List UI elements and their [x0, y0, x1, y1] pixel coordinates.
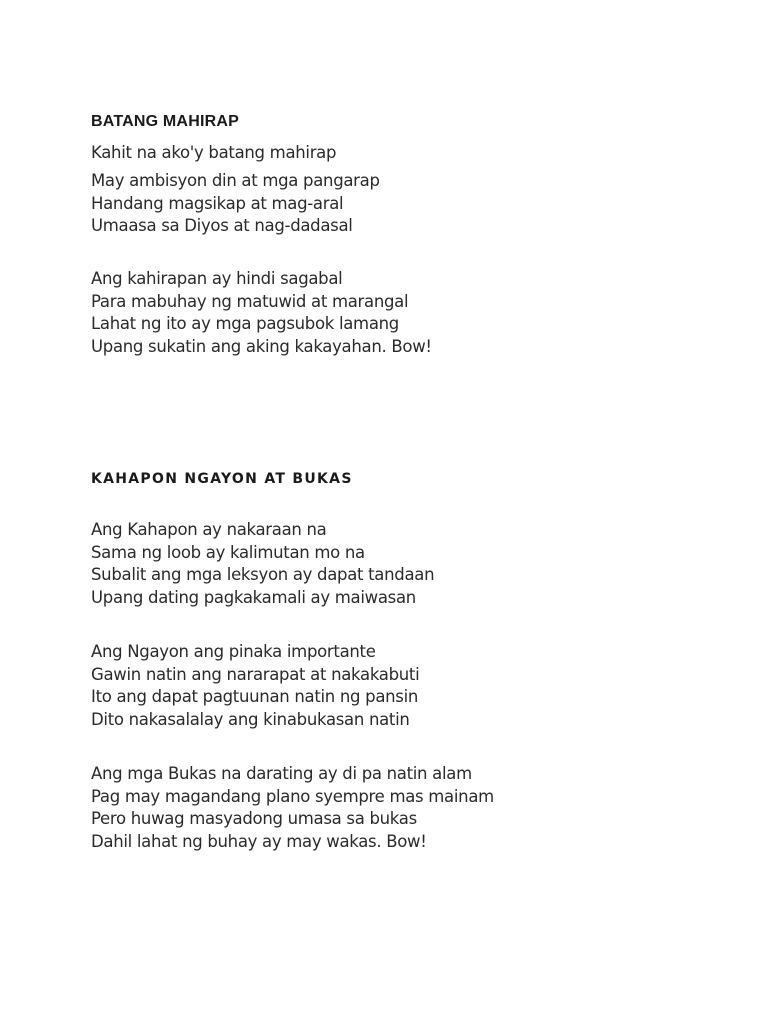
- poem-line: Upang sukatin ang aking kakayahan. Bow!: [91, 336, 432, 356]
- poem-line: Lahat ng ito ay mga pagsubok lamang: [91, 314, 399, 333]
- poem-title-batang-mahirap: BATANG MAHIRAP: [91, 113, 239, 130]
- poem-line: Ang Kahapon ay nakaraan na: [91, 520, 327, 539]
- poem-line: May ambisyon din at mga pangarap: [91, 171, 380, 190]
- poem-line: Upang dating pagkakamali ay maiwasan: [91, 587, 416, 607]
- poem-line: Kahit na ako'y batang mahirap: [91, 143, 337, 162]
- poem-line: Ang Ngayon ang pinaka importante: [91, 642, 376, 661]
- poem-title-kahapon-ngayon-at-bukas: KAHAPON NGAYON AT BUKAS: [91, 471, 353, 487]
- poem-line: Pero huwag masyadong umasa sa bukas: [91, 809, 417, 828]
- poem-line: Pag may magandang plano syempre mas mainam: [91, 786, 494, 806]
- poem-line: Handang magsikap at mag-aral: [91, 193, 344, 213]
- poem2-stanza2: [91, 641, 419, 731]
- poem-line: Sama ng loob ay kalimutan mo na: [91, 542, 365, 562]
- poem-line: Subalit ang mga leksyon ay dapat tandaan: [91, 565, 435, 584]
- poem-line: Umaasa sa Diyos at nag-dadasal: [91, 216, 353, 235]
- poem-line: Ang kahirapan ay hindi sagabal: [91, 269, 343, 288]
- poem-line: Gawin natin ang nararapat at nakakabuti: [91, 664, 420, 684]
- poem-line: Ito ang dapat pagtuunan natin ng pansin: [91, 687, 419, 706]
- poem-line: Ang mga Bukas na darating ay di pa natin alam: [91, 764, 472, 783]
- poem-line: Dito nakasalalay ang kinabukasan natin: [91, 709, 410, 729]
- poem2-stanza1: [91, 519, 434, 609]
- poem-line: Para mabuhay ng matuwid at marangal: [91, 291, 409, 311]
- poem1-stanza2: [91, 268, 432, 358]
- poem-line: Dahil lahat ng buhay ay may wakas. Bow!: [91, 831, 427, 851]
- poem2-stanza3: [91, 763, 494, 853]
- poem1-stanza1-opening: [91, 142, 336, 165]
- poem1-stanza1: [91, 170, 380, 238]
